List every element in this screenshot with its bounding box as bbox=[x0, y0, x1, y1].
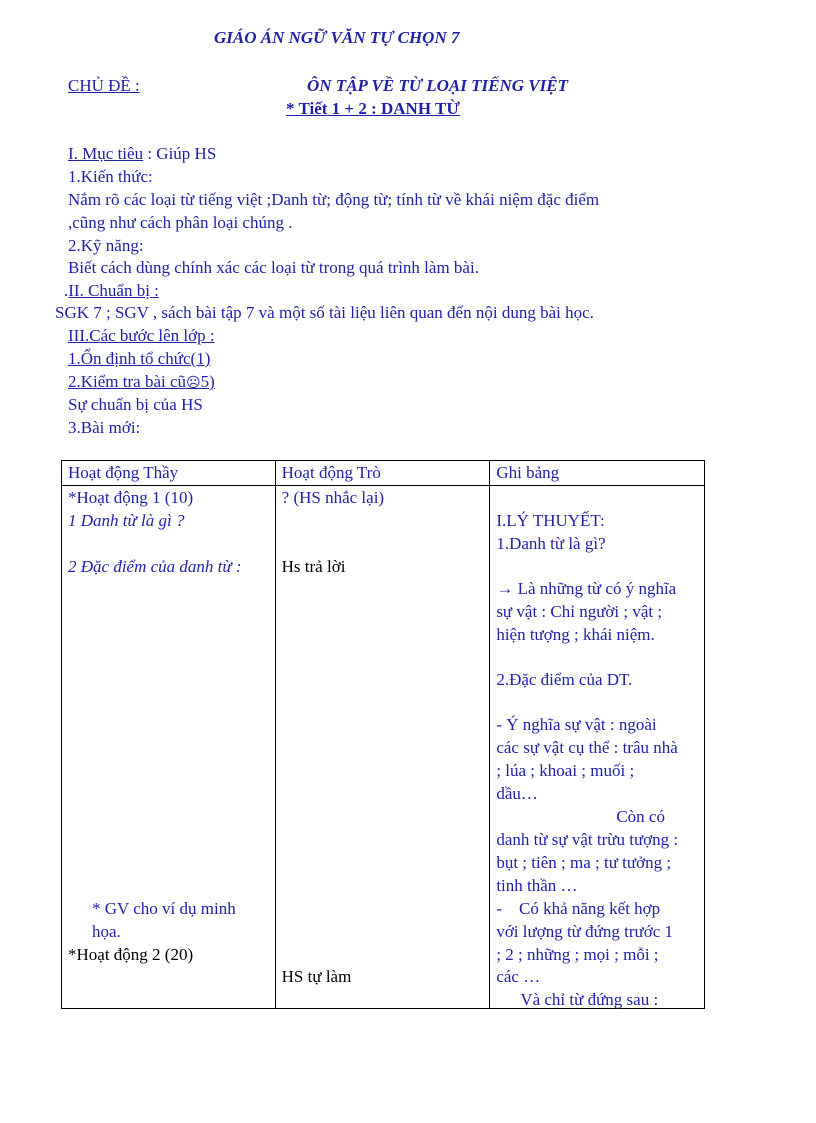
header-student-label: Hoạt động Trò bbox=[281, 463, 381, 482]
board-line: I.LÝ THUYẾT: bbox=[496, 511, 605, 530]
table-body-row bbox=[62, 486, 705, 1009]
topic-title: ÔN TẬP VỀ TỪ LOẠI TIẾNG VIỆT bbox=[307, 76, 568, 95]
header-cell-teacher bbox=[62, 461, 276, 486]
board-line: 2.Đặc điểm của DT. bbox=[496, 670, 633, 689]
step-2 bbox=[68, 372, 215, 394]
board-line: - Có khả năng kết hợp bbox=[496, 899, 661, 918]
topic-label: CHỦ ĐỀ : bbox=[68, 76, 140, 95]
objectives-label: I. Mục tiêu bbox=[68, 144, 144, 163]
lesson-title: * Tiết 1 + 2 : DANH TỪ bbox=[286, 99, 460, 118]
board-line: tinh thần … bbox=[496, 876, 578, 895]
knowledge-line-2: ,cũng như cách phân loại chúng . bbox=[68, 213, 293, 232]
example-line-2: họa. bbox=[92, 922, 121, 941]
header-cell-board bbox=[490, 461, 705, 486]
objectives-line bbox=[68, 144, 216, 164]
prep-prefix: . bbox=[64, 281, 69, 300]
step-3: 3.Bài mới: bbox=[68, 418, 141, 437]
prep-line bbox=[64, 281, 159, 301]
student-cell bbox=[275, 486, 490, 1009]
teacher-cell bbox=[62, 486, 276, 1009]
step-2-detail: Sự chuẩn bị của HS bbox=[68, 395, 203, 414]
skills-label: 2.Kỹ năng: bbox=[68, 236, 144, 255]
knowledge-line-1: Nắm rõ các loại từ tiếng việt ;Danh từ; động từ; tính từ về khái niệm đặc điểm bbox=[68, 190, 600, 209]
board-line: danh từ sự vật trừu tượng : bbox=[496, 830, 679, 849]
activity-2: *Hoạt động 2 (20) bbox=[68, 945, 194, 964]
board-line: các sự vật cụ thể : trâu nhà bbox=[496, 738, 678, 757]
header-board-label: Ghi bảng bbox=[496, 463, 560, 482]
prep-label: II. Chuẩn bị : bbox=[68, 281, 159, 300]
board-line: Còn có bbox=[616, 807, 665, 826]
lesson-table bbox=[61, 460, 705, 1009]
objectives-rest: : Giúp HS bbox=[143, 144, 217, 163]
board-line: các … bbox=[496, 967, 541, 986]
student-self-work: HS tự làm bbox=[281, 967, 352, 986]
sad-face-icon: ☹ bbox=[186, 376, 201, 391]
board-line: 1.Danh từ là gì? bbox=[496, 534, 606, 553]
header-teacher-label: Hoạt động Thầy bbox=[68, 463, 179, 482]
board-line: → Là những từ có ý nghĩa bbox=[496, 579, 677, 598]
step-1: 1.Ổn định tổ chức(1) bbox=[68, 349, 211, 368]
board-line: ; lúa ; khoai ; muối ; bbox=[496, 761, 635, 780]
question-1: 1 Danh từ là gì ? bbox=[68, 511, 185, 530]
prep-text: SGK 7 ; SGV , sách bài tập 7 và một số tài liệu liên quan đến nội dung bài học. bbox=[55, 303, 594, 322]
board-line: với lượng từ đứng trước 1 bbox=[496, 922, 673, 941]
board-line: Và chỉ từ đứng sau : bbox=[520, 990, 659, 1009]
skills-text: Biết cách dùng chính xác các loại từ trong quá trình làm bài. bbox=[68, 258, 479, 277]
example-line-1: * GV cho ví dụ minh bbox=[92, 899, 236, 918]
question-2: 2 Đặc điểm của danh từ : bbox=[68, 557, 242, 576]
activity-1: *Hoạt động 1 (10) bbox=[68, 488, 194, 507]
board-line: ; 2 ; những ; mọi ; mỗi ; bbox=[496, 945, 659, 964]
step-2-text: 2.Kiểm tra bài cũ bbox=[68, 372, 187, 391]
board-line: bụt ; tiên ; ma ; tư tưởng ; bbox=[496, 853, 672, 872]
header-cell-student bbox=[275, 461, 490, 486]
board-cell bbox=[490, 486, 705, 1009]
knowledge-label: 1.Kiến thức: bbox=[68, 167, 153, 186]
document-title: GIÁO ÁN NGỮ VĂN TỰ CHỌN 7 bbox=[214, 28, 460, 47]
board-line: hiện tượng ; khái niệm. bbox=[496, 625, 655, 644]
student-answer: Hs trả lời bbox=[281, 557, 346, 576]
board-line: sự vật : Chỉ người ; vật ; bbox=[496, 602, 663, 621]
step-2-minutes: 5) bbox=[200, 372, 215, 391]
board-line: - Ý nghĩa sự vật : ngoài bbox=[496, 715, 657, 734]
table-header-row bbox=[62, 461, 705, 486]
board-line: dầu… bbox=[496, 784, 538, 803]
student-recall: ? (HS nhắc lại) bbox=[281, 488, 385, 507]
steps-label: III.Các bước lên lớp : bbox=[68, 326, 215, 345]
